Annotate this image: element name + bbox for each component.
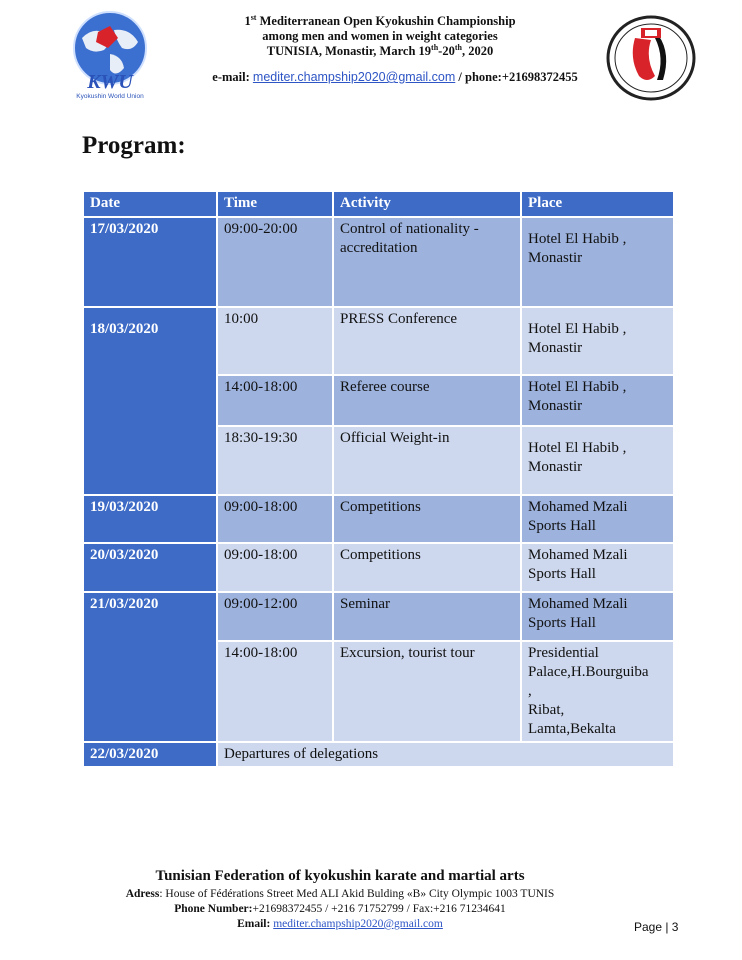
place-cell: Hotel El Habib , Monastir xyxy=(521,375,674,426)
activity-cell: Referee course xyxy=(333,375,521,426)
header-email-link[interactable]: mediter.champship2020@gmail.com xyxy=(252,70,456,84)
date-cell: 19/03/2020 xyxy=(83,495,217,543)
svg-text:Kyokushin World Union: Kyokushin World Union xyxy=(76,93,144,100)
activity-cell: PRESS Conference xyxy=(333,307,521,375)
activity-cell: Competitions xyxy=(333,543,521,592)
time-cell: 09:00-18:00 xyxy=(217,543,333,592)
svg-text:KWU: KWU xyxy=(87,71,133,93)
place-cell: Hotel El Habib , Monastir xyxy=(521,426,674,495)
table-row xyxy=(83,742,674,767)
table-row xyxy=(83,307,674,375)
footer-email-link[interactable]: mediter.champship2020@gmail.com xyxy=(273,918,443,930)
time-cell: 09:00-12:00 xyxy=(217,592,333,641)
footer-address: Adress: House of Fédérations Street Med ALI Akid Bulding «B» City Olympic 1003 TUNIS xyxy=(125,888,555,900)
footer xyxy=(60,868,620,932)
activity-cell: Departures of delegations xyxy=(217,742,674,767)
place-line: , xyxy=(528,683,532,699)
table-row xyxy=(83,543,674,592)
table-row xyxy=(83,592,674,641)
header-place: Place xyxy=(521,191,674,217)
date-cell: 22/03/2020 xyxy=(83,742,217,767)
date-cell: 20/03/2020 xyxy=(83,543,217,592)
activity-cell: Official Weight-in xyxy=(333,426,521,495)
time-cell: 14:00-18:00 xyxy=(217,641,333,742)
championship-title: 1st Mediterranean Open Kyokushin Championship among men and women in weight categories TUNISIA, Monastir, March 19th-20th, 2020 xyxy=(170,14,590,59)
place-cell: Mohamed Mzali Sports Hall xyxy=(521,495,674,543)
time-cell: 14:00-18:00 xyxy=(217,375,333,426)
place-line: Presidential Palace,H.Bourguiba xyxy=(528,645,649,680)
footer-phone: Phone Number:+21698372455 / +216 71752799 / Fax:+216 71234641 xyxy=(174,903,506,915)
place-cell: Hotel El Habib , Monastir xyxy=(521,307,674,375)
activity-cell: Competitions xyxy=(333,495,521,543)
place-cell: Hotel El Habib , Monastir xyxy=(521,217,674,307)
table-row xyxy=(83,217,674,307)
footer-email: Email: mediter.champship2020@gmail.com xyxy=(237,918,443,930)
activity-cell: Seminar xyxy=(333,592,521,641)
kwu-globe-logo xyxy=(60,8,160,100)
time-cell: 18:30-19:30 xyxy=(217,426,333,495)
letterhead xyxy=(0,0,742,110)
header-date: Date xyxy=(83,191,217,217)
championship-location: TUNISIA, Monastir, March 19th-20th, 2020 xyxy=(266,42,494,58)
time-cell: 10:00 xyxy=(217,307,333,375)
activity-cell: Excursion, tourist tour xyxy=(333,641,521,742)
date-cell: 21/03/2020 xyxy=(83,592,217,742)
place-line: Lamta,Bekalta xyxy=(528,721,616,737)
place-cell: Mohamed Mzali Sports Hall xyxy=(521,592,674,641)
place-cell: Mohamed Mzali Sports Hall xyxy=(521,543,674,592)
time-cell: 09:00-20:00 xyxy=(217,217,333,307)
time-cell: 09:00-18:00 xyxy=(217,495,333,543)
date-cell: 17/03/2020 xyxy=(83,217,217,307)
date-cell: 18/03/2020 xyxy=(83,307,217,495)
place-line: Ribat, xyxy=(528,702,565,718)
table-header-row xyxy=(83,191,674,217)
page-number: Page | 3 xyxy=(634,920,679,934)
table-row xyxy=(83,495,674,543)
activity-cell: Control of nationality - accreditation xyxy=(333,217,521,307)
kyokushin-emblem-logo xyxy=(605,14,697,102)
header-activity: Activity xyxy=(333,191,521,217)
place-cell xyxy=(521,641,674,742)
footer-federation-name: Tunisian Federation of kyokushin karate and martial arts xyxy=(155,868,525,884)
header-time: Time xyxy=(217,191,333,217)
program-heading: Program: xyxy=(82,132,186,159)
championship-subtitle: among men and women in weight categories xyxy=(262,29,498,43)
contact-line: e-mail: mediter.champship2020@gmail.com / phone:+21698372455 xyxy=(212,70,578,84)
program-table xyxy=(82,190,675,768)
